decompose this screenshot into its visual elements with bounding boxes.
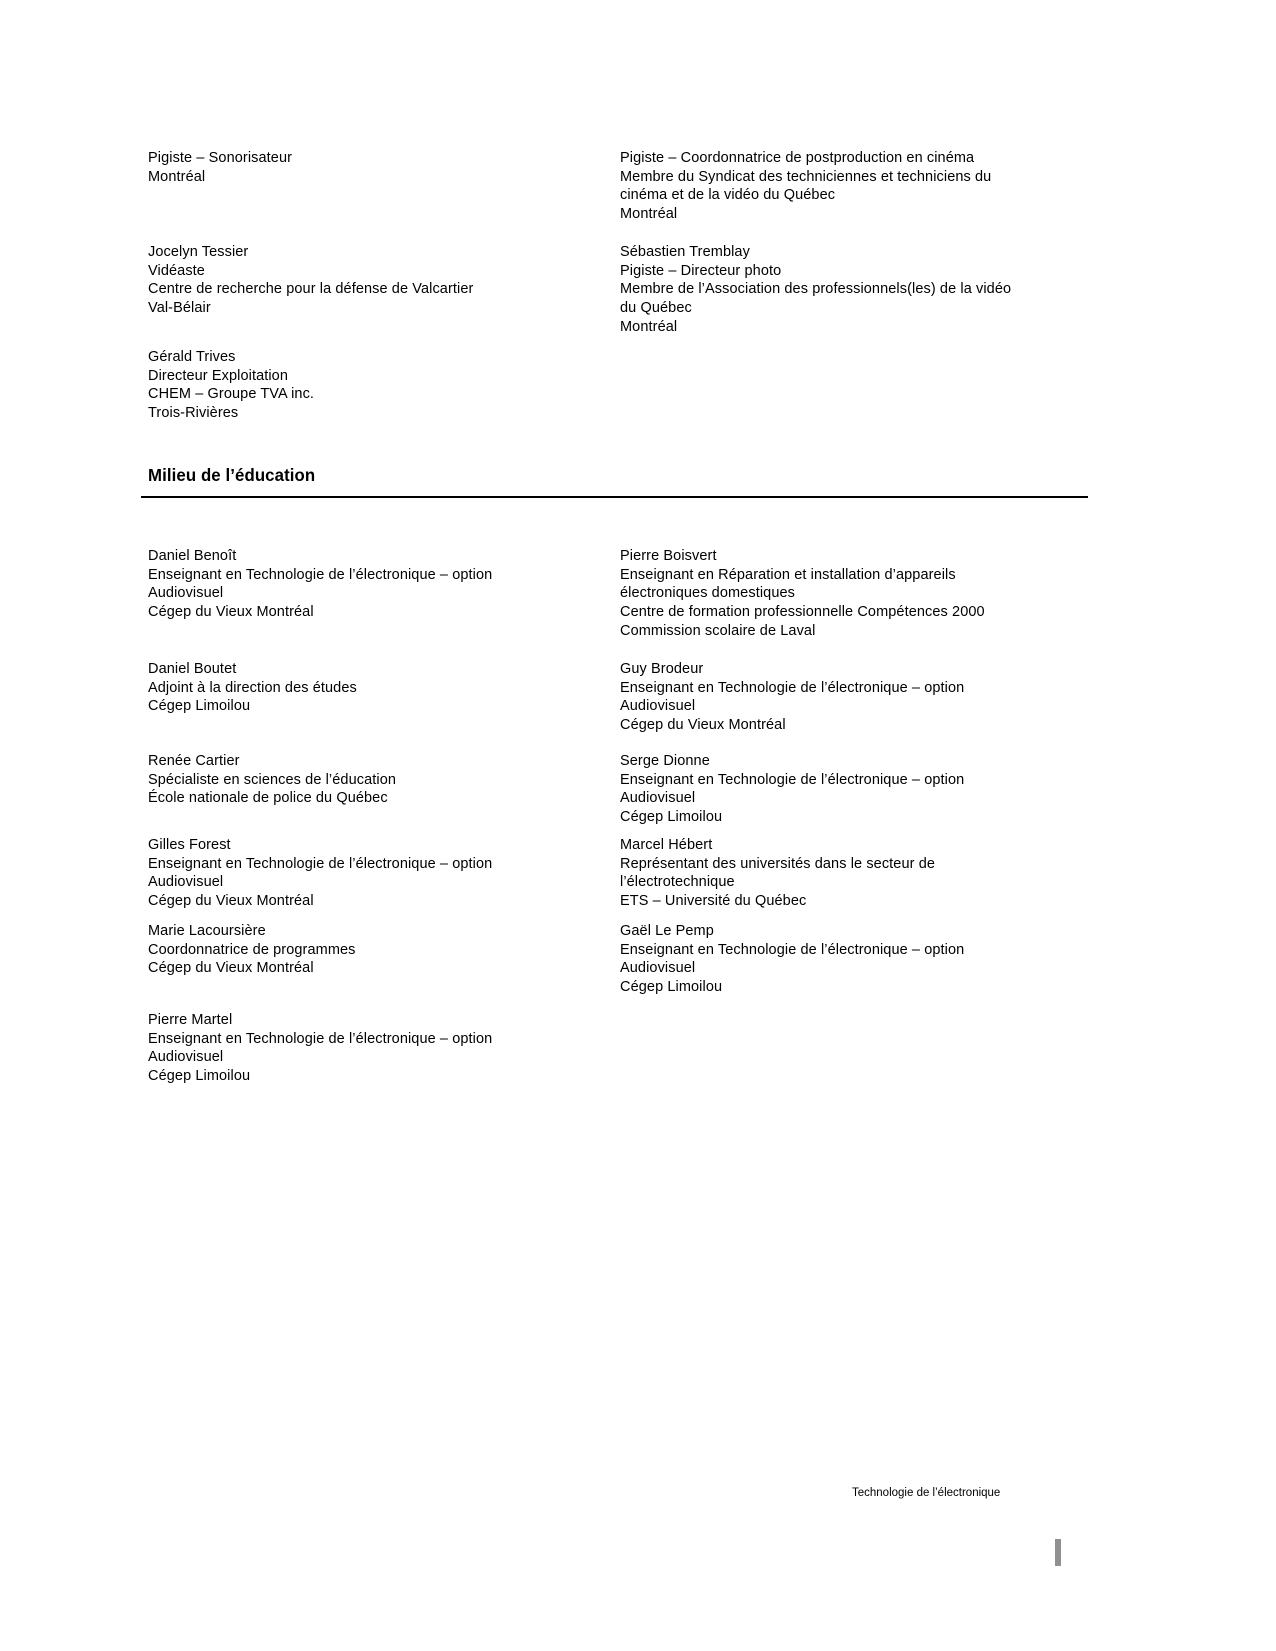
entry-line: ETS – Université du Québec [620, 893, 807, 910]
entry-line: Sébastien Tremblay [620, 244, 750, 260]
entry-line: Cégep du Vieux Montréal [148, 960, 314, 977]
entry-line: Enseignant en Technologie de l’électronique – option [620, 679, 965, 696]
entry-line: Vidéaste [148, 262, 205, 279]
entry-line: Audiovisuel [620, 698, 696, 715]
participant-row [148, 243, 1088, 337]
entry-line: Daniel Benoît [148, 548, 237, 564]
entry-line: Guy Brodeur [620, 661, 704, 677]
entry-line: Gilles Forest [148, 837, 231, 853]
entry-line: Renée Cartier [148, 753, 240, 769]
entry-line: Enseignant en Technologie de l’électronique – option [148, 1030, 493, 1047]
entry-line: Marcel Hébert [620, 837, 713, 853]
entry-line: Audiovisuel [148, 874, 224, 891]
entry-line: Daniel Boutet [148, 661, 237, 677]
participant-row [148, 836, 1088, 911]
entry-line: Jocelyn Tessier [148, 244, 249, 260]
entry-line: cinéma et de la vidéo du Québec [620, 187, 836, 204]
entry-line: Coordonnatrice de programmes [148, 941, 356, 958]
entry-line: Centre de formation professionnelle Compétences 2000 [620, 604, 985, 621]
entry-line: Audiovisuel [620, 960, 696, 977]
participant-entry [148, 1011, 620, 1086]
entry-line: Cégep Limoilou [148, 698, 251, 715]
entry-line: électroniques domestiques [620, 585, 795, 602]
participant-row [148, 1011, 1088, 1086]
entry-line: Trois-Rivières [148, 405, 239, 422]
entry-line: Marie Lacoursière [148, 923, 266, 939]
entry-line: Adjoint à la direction des études [148, 679, 357, 696]
entry-line: Cégep du Vieux Montréal [148, 604, 314, 621]
entry-line: du Québec [620, 300, 692, 317]
footer-page-label: Technologie de l’électronique [852, 1487, 1001, 1499]
participant-entry [148, 348, 620, 423]
entry-line: Cégep Limoilou [620, 809, 723, 826]
entry-line: Cégep Limoilou [620, 979, 723, 996]
entry-line: Montréal [620, 206, 678, 223]
participant-row [148, 348, 1088, 423]
entry-line: Val-Bélair [148, 300, 211, 317]
entry-line: Centre de recherche pour la défense de Valcartier [148, 281, 474, 298]
participant-entry [620, 922, 1088, 997]
participant-row [148, 922, 1088, 997]
entry-line: Audiovisuel [148, 585, 224, 602]
entry-line: Cégep du Vieux Montréal [148, 893, 314, 910]
participant-entry [148, 836, 620, 911]
participant-entry [148, 547, 620, 622]
entry-line: Montréal [148, 168, 206, 185]
page-edge-marker [1055, 1539, 1061, 1566]
entry-line: Cégep Limoilou [148, 1068, 251, 1085]
entry-line: Membre de l’Association des professionnels(les) de la vidéo [620, 281, 1012, 298]
participant-entry [148, 660, 620, 716]
entry-line: Enseignant en Réparation et installation d’appareils [620, 566, 956, 583]
section-heading-education: Milieu de l’éducation [148, 465, 316, 485]
entry-line: Représentant des universités dans le secteur de [620, 855, 936, 872]
participant-row [148, 660, 1088, 735]
entry-line: Gérald Trives [148, 349, 236, 365]
entry-line: Audiovisuel [620, 790, 696, 807]
entry-line: Serge Dionne [620, 753, 710, 769]
entry-line: École nationale de police du Québec [148, 790, 388, 807]
participant-entry [148, 752, 620, 808]
participant-entry [620, 660, 1088, 735]
entry-line: Pierre Martel [148, 1012, 233, 1028]
entry-line: Pierre Boisvert [620, 548, 717, 564]
entry-line: Enseignant en Technologie de l’électronique – option [148, 855, 493, 872]
entry-line: Membre du Syndicat des techniciennes et techniciens du [620, 168, 992, 185]
participant-row [148, 149, 1088, 224]
participant-entry [620, 149, 1088, 224]
entry-line: Gaël Le Pemp [620, 923, 714, 939]
participant-entry [620, 836, 1088, 911]
section-divider-rule [141, 496, 1088, 498]
participant-entry [148, 243, 620, 318]
entry-line: l’électrotechnique [620, 874, 735, 891]
entry-line: Spécialiste en sciences de l’éducation [148, 771, 397, 788]
participant-entry [620, 752, 1088, 827]
entry-line: CHEM – Groupe TVA inc. [148, 386, 315, 403]
entry-line: Cégep du Vieux Montréal [620, 717, 786, 734]
participant-entry [620, 243, 1088, 337]
participant-row [148, 752, 1088, 827]
entry-line: Pigiste – Directeur photo [620, 262, 782, 279]
entry-line: Enseignant en Technologie de l’électronique – option [620, 771, 965, 788]
participant-row [148, 547, 1088, 641]
entry-line: Montréal [620, 318, 678, 335]
participant-entry [148, 149, 620, 186]
entry-line: Pigiste – Coordonnatrice de postproduction en cinéma [620, 150, 975, 166]
participant-entry [620, 547, 1088, 641]
entry-line: Directeur Exploitation [148, 367, 289, 384]
entry-line: Pigiste – Sonorisateur [148, 150, 293, 166]
participant-entry [148, 922, 620, 978]
entry-line: Commission scolaire de Laval [620, 622, 816, 639]
entry-line: Enseignant en Technologie de l’électronique – option [148, 566, 493, 583]
entry-line: Enseignant en Technologie de l’électronique – option [620, 941, 965, 958]
entry-line: Audiovisuel [148, 1049, 224, 1066]
